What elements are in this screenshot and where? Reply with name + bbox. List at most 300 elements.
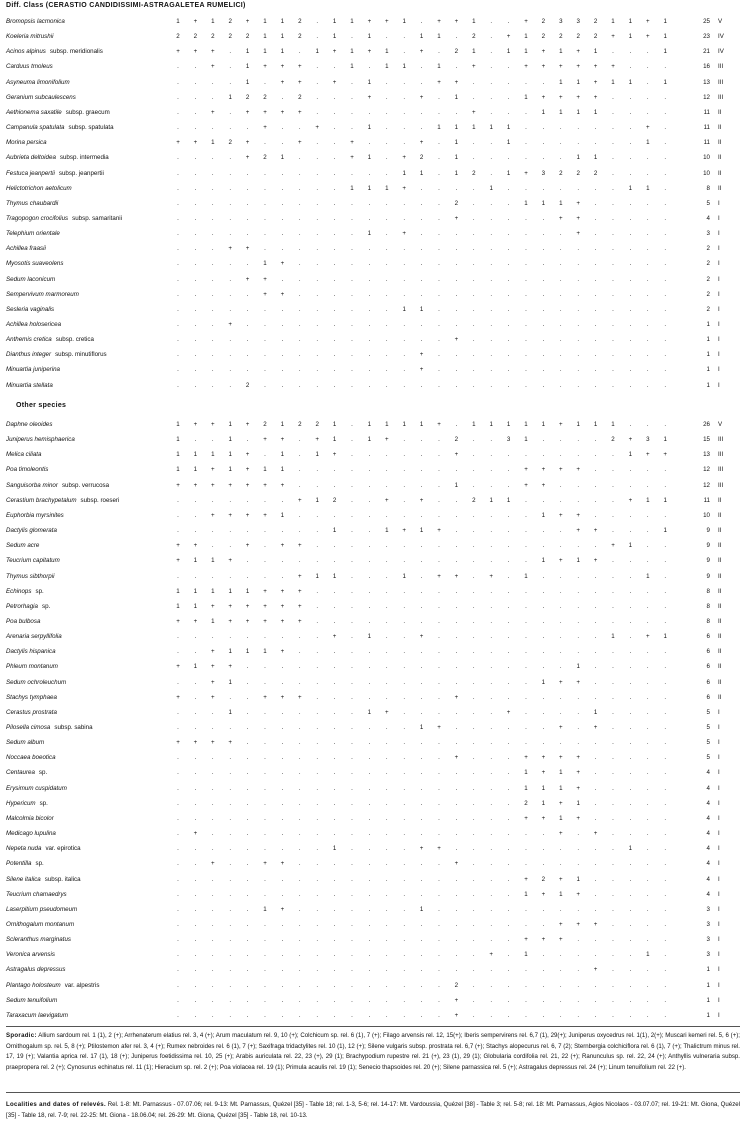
cover-cell: . xyxy=(385,860,388,868)
cover-cell: . xyxy=(629,381,632,389)
cover-cell: . xyxy=(664,648,667,656)
cover-cell: . xyxy=(316,845,319,853)
cover-cell: + xyxy=(384,436,389,444)
cover-cell: . xyxy=(472,754,475,762)
cover-cell: . xyxy=(403,905,406,913)
cover-cell: 1 xyxy=(280,18,285,25)
cover-cell: . xyxy=(420,108,423,116)
constancy-class-cell: IV xyxy=(718,48,724,56)
cover-cell: . xyxy=(559,527,562,535)
species-row xyxy=(6,107,740,119)
frequency-cell: 3 xyxy=(706,951,710,959)
cover-cell: . xyxy=(455,466,458,474)
cover-cell: 1 xyxy=(245,78,250,86)
cover-cell: 1 xyxy=(524,33,528,41)
cover-cell: 1 xyxy=(367,78,372,86)
cover-cell: . xyxy=(281,496,284,504)
species-row xyxy=(6,258,740,270)
cover-cell: . xyxy=(507,996,510,1004)
cover-cell: 1 xyxy=(263,48,267,56)
cover-cell: + xyxy=(419,496,424,504)
cover-cell: . xyxy=(281,230,284,238)
cover-cell: . xyxy=(368,966,371,974)
cover-cell: . xyxy=(525,678,527,686)
cover-cell: . xyxy=(664,305,667,313)
frequency-cell: 16 xyxy=(703,63,710,71)
species-name xyxy=(6,304,54,316)
cover-cell: . xyxy=(264,708,266,716)
constancy-class-cell: IV xyxy=(718,33,724,41)
cover-cell: 1 xyxy=(211,18,215,25)
cover-cell: + xyxy=(176,139,180,147)
cover-cell: . xyxy=(264,496,266,504)
cover-cell: . xyxy=(438,321,440,328)
cover-cell: . xyxy=(438,260,440,268)
cover-cell: . xyxy=(472,542,475,550)
species-binomial: Carduus tmoleus xyxy=(6,63,53,71)
cover-cell: . xyxy=(507,381,510,389)
cover-cell: . xyxy=(664,784,667,792)
cover-cell: . xyxy=(490,199,493,207)
cover-cell: . xyxy=(211,93,214,101)
cover-cell: . xyxy=(577,981,580,989)
cover-cell: . xyxy=(542,336,545,344)
cover-cell: . xyxy=(368,496,371,504)
cover-cell: . xyxy=(438,693,440,701)
frequency-cell: 4 xyxy=(706,814,710,822)
cover-cell: . xyxy=(281,784,284,792)
frequency-cell: 4 xyxy=(706,784,710,792)
cover-cell: 1 xyxy=(628,184,633,192)
cover-cell: . xyxy=(298,814,301,822)
cover-cell: . xyxy=(177,351,179,359)
cover-cell: . xyxy=(333,93,336,101)
cover-cell: 2 xyxy=(576,33,580,41)
constancy-class-cell: I xyxy=(718,351,720,359)
cover-cell: . xyxy=(594,572,597,580)
frequency-cell: 13 xyxy=(703,451,710,459)
cover-cell: . xyxy=(194,290,197,298)
cover-cell: . xyxy=(472,572,475,580)
cover-cell: + xyxy=(558,63,563,71)
cover-cell: . xyxy=(577,617,580,625)
cover-cell: . xyxy=(542,830,545,838)
cover-cell: . xyxy=(472,617,475,625)
cover-cell: 2 xyxy=(298,33,302,41)
cover-cell: . xyxy=(177,814,179,822)
cover-cell: . xyxy=(368,336,371,344)
frequency-cell: 15 xyxy=(703,436,710,444)
cover-cell: + xyxy=(228,663,232,671)
cover-cell: . xyxy=(490,169,493,177)
cover-cell: . xyxy=(490,290,493,298)
cover-cell: . xyxy=(664,845,667,853)
cover-cell: . xyxy=(298,936,301,944)
cover-cell: . xyxy=(420,920,423,928)
cover-cell: . xyxy=(385,663,388,671)
species-row xyxy=(6,349,740,361)
cover-cell: . xyxy=(281,996,284,1004)
cover-cell: . xyxy=(472,290,475,298)
cover-cell: . xyxy=(577,693,580,701)
cover-cell: . xyxy=(316,617,319,625)
cover-cell: 1 xyxy=(559,108,563,116)
species-row xyxy=(6,525,740,537)
cover-cell: . xyxy=(612,321,614,328)
cover-cell: . xyxy=(403,93,406,101)
species-binomial: Plantago holosteum xyxy=(6,981,61,989)
cover-cell: . xyxy=(333,108,336,116)
species-row xyxy=(6,964,740,976)
cover-cell: . xyxy=(612,814,614,822)
cover-cell: . xyxy=(438,366,440,374)
cover-cell: . xyxy=(612,290,614,298)
cover-cell: . xyxy=(664,951,667,959)
cover-cell: 1 xyxy=(280,33,285,41)
cover-cell: 1 xyxy=(263,648,267,656)
cover-cell: . xyxy=(594,124,597,132)
cover-cell: . xyxy=(629,799,632,807)
diff-class-title: (CERASTIO CANDIDISSIMI-ASTRAGALETEA RUMELICI) xyxy=(45,2,246,9)
cover-cell: . xyxy=(646,784,649,792)
cover-cell: . xyxy=(264,966,266,974)
cover-cell: . xyxy=(211,230,214,238)
cover-cell: . xyxy=(333,860,336,868)
cover-cell: . xyxy=(559,617,562,625)
cover-cell: + xyxy=(541,48,546,56)
cover-cell: . xyxy=(246,830,249,838)
cover-cell: . xyxy=(629,784,632,792)
cover-cell: + xyxy=(245,451,250,459)
species-row xyxy=(6,364,740,376)
cover-cell: + xyxy=(524,481,528,489)
cover-cell: . xyxy=(385,451,388,459)
cover-cell: . xyxy=(525,981,527,989)
cover-cell: . xyxy=(385,754,388,762)
cover-cell: . xyxy=(438,230,440,238)
cover-cell: . xyxy=(664,366,667,374)
cover-cell: . xyxy=(507,260,510,268)
frequency-cell: 12 xyxy=(703,481,710,489)
species-binomial: Melica ciliata xyxy=(6,451,42,459)
species-name xyxy=(6,213,122,225)
cover-cell: . xyxy=(525,996,527,1004)
cover-cell: . xyxy=(490,245,493,253)
constancy-class-cell: I xyxy=(718,245,720,253)
cover-cell: . xyxy=(612,214,614,222)
cover-cell: . xyxy=(403,678,406,686)
cover-cell: . xyxy=(403,951,406,959)
cover-cell: . xyxy=(525,351,527,359)
cover-cell: . xyxy=(594,366,597,374)
cover-cell: . xyxy=(177,996,179,1004)
footer-rule xyxy=(6,1092,740,1093)
cover-cell: . xyxy=(455,245,458,253)
cover-cell: + xyxy=(210,602,215,610)
cover-cell: . xyxy=(612,305,614,313)
cover-cell: . xyxy=(368,830,371,838)
cover-cell: . xyxy=(316,169,319,177)
cover-cell: . xyxy=(177,124,179,132)
cover-cell: . xyxy=(455,920,458,928)
cover-cell: . xyxy=(664,290,667,298)
localities-text: Rel. 1-8: Mt. Parnassus - 07.07.06; rel. 9-13: Mt. Parnassus, Quézel [35] - Table 18; rel. 1-3, 5-6; rel. 14-17: Mt. Vardoussia, Quézel [38] - Table 3; rel. 5-8; rel. 18: Mt. Parnassus, Agios Nicolaos - 03.07.07; rel. 19-21: Mt. Giona, Quézel [35] - Table 18, rel. 7-9; rel. 22-25: Mt. Giona - 18.06.04; rel. 26-29: Mt. Giona, Quézel [35] - Table 18, rel. 10-13. xyxy=(6,1101,740,1119)
cover-cell: . xyxy=(559,230,562,238)
cover-cell: . xyxy=(333,139,336,147)
cover-cell: . xyxy=(229,572,232,580)
cover-cell: . xyxy=(646,305,649,313)
cover-cell: . xyxy=(264,724,266,731)
cover-cell: . xyxy=(629,708,632,716)
species-binomial: Minuartia juniperina xyxy=(6,366,60,374)
cover-cell: 1 xyxy=(646,572,650,580)
cover-cell: . xyxy=(629,875,632,883)
cover-cell: . xyxy=(438,139,440,147)
cover-cell: . xyxy=(351,336,353,344)
constancy-class-cell: II xyxy=(718,617,722,625)
cover-cell: . xyxy=(177,875,179,883)
cover-cell: + xyxy=(471,63,476,71)
cover-cell: . xyxy=(333,678,336,686)
cover-cell: . xyxy=(403,33,406,41)
species-row xyxy=(6,380,740,392)
cover-cell: . xyxy=(507,542,510,550)
constancy-class-cell: V xyxy=(718,18,723,25)
cover-cell: 2 xyxy=(454,436,459,444)
cover-cell: . xyxy=(577,481,580,489)
cover-cell: . xyxy=(351,905,353,913)
cover-cell: . xyxy=(211,199,214,207)
cover-cell: . xyxy=(612,451,614,459)
species-name xyxy=(6,92,76,104)
cover-cell: . xyxy=(629,617,632,625)
cover-cell: + xyxy=(489,951,493,959)
cover-cell: . xyxy=(629,557,632,565)
cover-cell: . xyxy=(612,799,614,807)
cover-cell: . xyxy=(577,321,580,328)
species-row xyxy=(6,319,740,331)
cover-cell: . xyxy=(385,275,388,283)
cover-cell: . xyxy=(351,572,353,580)
cover-cell: . xyxy=(281,214,284,222)
cover-cell: + xyxy=(454,1011,459,1019)
cover-cell: 2 xyxy=(611,436,615,444)
cover-cell: . xyxy=(542,951,545,959)
cover-cell: . xyxy=(542,542,545,550)
cover-cell: . xyxy=(646,617,649,625)
species-row xyxy=(6,540,740,552)
cover-cell: . xyxy=(211,154,214,162)
cover-cell: . xyxy=(542,724,545,731)
constancy-class-cell: I xyxy=(718,936,720,944)
cover-cell: . xyxy=(194,436,197,444)
frequency-cell: 4 xyxy=(706,860,710,868)
frequency-cell: 2 xyxy=(706,305,710,313)
cover-cell: 1 xyxy=(228,678,232,686)
cover-cell: . xyxy=(246,920,249,928)
cover-cell: . xyxy=(490,481,493,489)
cover-cell: . xyxy=(507,860,510,868)
cover-cell: . xyxy=(264,351,266,359)
cover-cell: . xyxy=(577,124,580,132)
cover-cell: + xyxy=(454,18,459,25)
cover-cell: 1 xyxy=(263,18,267,25)
cover-cell: . xyxy=(194,78,197,86)
cover-cell: 1 xyxy=(211,139,215,147)
cover-cell: . xyxy=(455,351,458,359)
cover-cell: . xyxy=(438,739,440,747)
cover-cell: . xyxy=(281,139,284,147)
cover-cell: + xyxy=(280,587,285,595)
cover-cell: . xyxy=(333,511,336,519)
cover-cell: . xyxy=(490,260,493,268)
cover-cell: . xyxy=(316,290,319,298)
cover-cell: . xyxy=(646,421,649,428)
cover-cell: + xyxy=(280,693,285,701)
cover-cell: . xyxy=(472,663,475,671)
cover-cell: . xyxy=(646,366,649,374)
cover-cell: . xyxy=(211,305,214,313)
constancy-class-cell: I xyxy=(718,366,720,374)
cover-cell: . xyxy=(264,875,266,883)
cover-cell: . xyxy=(472,845,475,853)
cover-cell: . xyxy=(612,724,614,731)
cover-cell: . xyxy=(612,481,614,489)
cover-cell: . xyxy=(542,981,545,989)
cover-cell: . xyxy=(420,436,423,444)
cover-cell: . xyxy=(577,966,580,974)
constancy-class-cell: II xyxy=(718,184,722,192)
cover-cell: . xyxy=(490,845,493,853)
species-row xyxy=(6,449,740,461)
cover-cell: + xyxy=(245,139,250,147)
cover-cell: . xyxy=(629,321,632,328)
cover-cell: . xyxy=(246,633,249,641)
cover-cell: . xyxy=(351,936,353,944)
cover-cell: . xyxy=(298,48,301,56)
cover-cell: . xyxy=(403,336,406,344)
cover-cell: . xyxy=(403,920,406,928)
cover-cell: . xyxy=(385,78,388,86)
cover-cell: . xyxy=(298,199,301,207)
constancy-class-cell: I xyxy=(718,305,720,313)
cover-cell: . xyxy=(368,784,371,792)
species-row xyxy=(6,571,740,583)
cover-cell: . xyxy=(246,527,249,535)
cover-cell: . xyxy=(490,18,493,25)
cover-cell: 1 xyxy=(332,527,337,535)
cover-cell: . xyxy=(646,996,649,1004)
cover-cell: . xyxy=(594,769,597,777)
cover-cell: . xyxy=(612,511,614,519)
cover-cell: . xyxy=(664,139,667,147)
cover-cell: . xyxy=(281,1011,284,1019)
cover-cell: . xyxy=(664,481,667,489)
cover-cell: 1 xyxy=(576,557,580,565)
cover-cell: . xyxy=(177,572,179,580)
cover-cell: . xyxy=(525,724,527,731)
cover-cell: . xyxy=(629,739,632,747)
cover-cell: . xyxy=(351,860,353,868)
cover-cell: . xyxy=(646,199,649,207)
cover-cell: . xyxy=(403,996,406,1004)
sporadic-label: Sporadic: xyxy=(6,1032,37,1039)
cover-cell: . xyxy=(281,981,284,989)
cover-cell: . xyxy=(211,78,214,86)
cover-cell: . xyxy=(333,305,336,313)
cover-cell: 2 xyxy=(298,93,302,101)
species-binomial: Cerastium brachypetalum xyxy=(6,496,77,504)
cover-cell: . xyxy=(525,617,527,625)
constancy-class-cell: I xyxy=(718,1011,720,1019)
cover-cell: . xyxy=(455,739,458,747)
cover-cell: . xyxy=(211,214,214,222)
cover-cell: . xyxy=(229,860,232,868)
cover-cell: . xyxy=(385,557,388,565)
cover-cell: . xyxy=(594,633,597,641)
species-name xyxy=(6,707,57,719)
cover-cell: . xyxy=(177,769,179,777)
cover-cell: . xyxy=(281,920,284,928)
cover-cell: 1 xyxy=(541,557,546,565)
cover-cell: . xyxy=(629,481,632,489)
cover-cell: + xyxy=(524,169,528,177)
cover-cell: . xyxy=(194,708,197,716)
cover-cell: . xyxy=(333,814,336,822)
cover-cell: . xyxy=(368,466,371,474)
cover-cell: + xyxy=(297,63,302,71)
cover-cell: . xyxy=(612,860,614,868)
cover-cell: . xyxy=(316,936,319,944)
cover-cell: . xyxy=(490,617,493,625)
cover-cell: . xyxy=(542,366,545,374)
cover-cell: 1 xyxy=(315,451,319,459)
cover-cell: 1 xyxy=(385,48,389,56)
cover-cell: . xyxy=(594,617,597,625)
cover-cell: . xyxy=(368,905,371,913)
cover-cell: . xyxy=(507,602,510,610)
cover-cell: + xyxy=(576,814,580,822)
species-infraspecific: subsp. spatulata xyxy=(68,124,114,132)
cover-cell: . xyxy=(420,1011,423,1019)
cover-cell: . xyxy=(385,351,388,359)
cover-cell: . xyxy=(490,754,493,762)
cover-cell: + xyxy=(454,214,459,222)
cover-cell: . xyxy=(542,602,545,610)
species-name xyxy=(6,601,50,613)
cover-cell: . xyxy=(194,754,197,762)
cover-cell: . xyxy=(594,199,597,207)
cover-cell: 1 xyxy=(611,633,615,641)
cover-cell: + xyxy=(558,511,563,519)
cover-cell: . xyxy=(368,321,371,328)
cover-cell: . xyxy=(385,845,388,853)
cover-cell: . xyxy=(333,663,336,671)
cover-cell: + xyxy=(593,63,598,71)
cover-cell: . xyxy=(351,230,353,238)
species-binomial: Dianthus integer xyxy=(6,351,52,359)
cover-cell: . xyxy=(612,784,614,792)
cover-cell: . xyxy=(490,542,493,550)
cover-cell: . xyxy=(333,981,336,989)
cover-cell: + xyxy=(210,108,215,116)
cover-cell: . xyxy=(612,648,614,656)
cover-cell: . xyxy=(507,905,510,913)
cover-cell: . xyxy=(559,648,562,656)
cover-cell: . xyxy=(490,321,493,328)
cover-cell: + xyxy=(263,290,267,298)
cover-cell: 1 xyxy=(367,436,372,444)
